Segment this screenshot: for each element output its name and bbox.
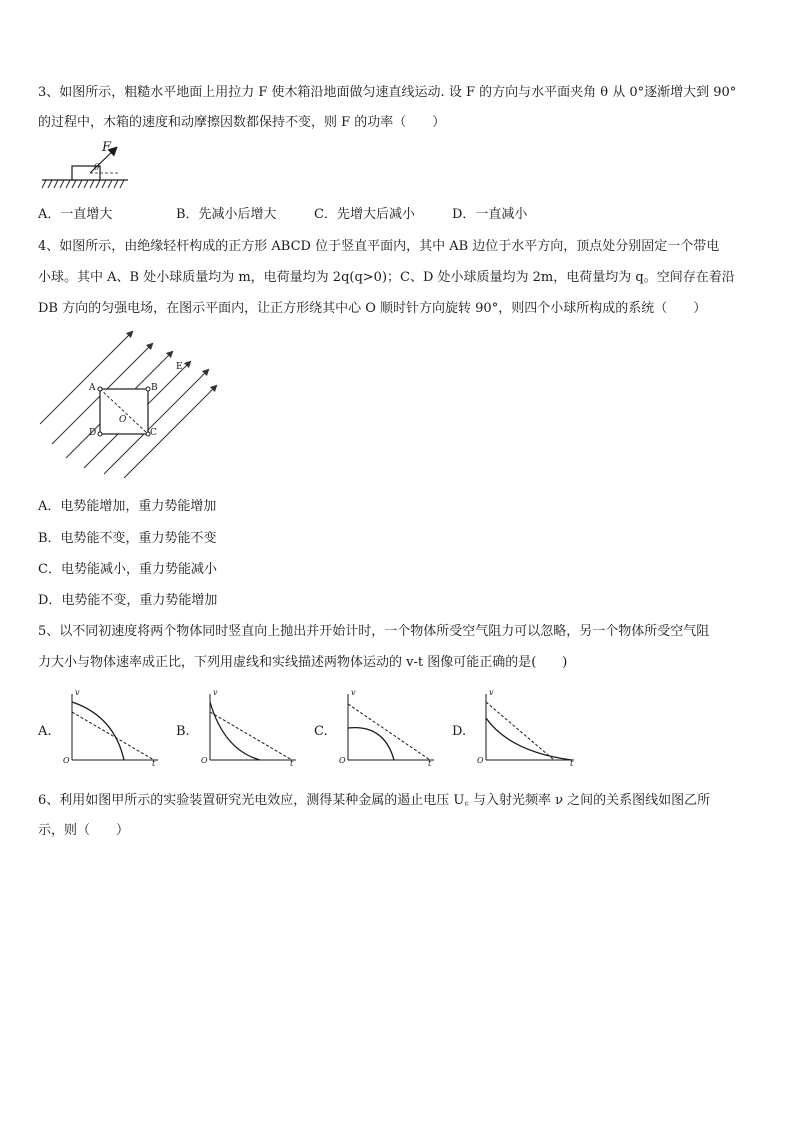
q5-graph-a bbox=[62, 688, 162, 770]
q4-label-c: C bbox=[150, 428, 157, 438]
q3-stem-line2: 的过程中，木箱的速度和动摩擦因数都保持不变，则 F 的功率（ ） bbox=[38, 115, 446, 130]
q5-c-t-label: t bbox=[428, 759, 432, 768]
q4-label-d: D bbox=[89, 428, 97, 438]
q5-stem-line2: 力大小与物体速率成正比，下列用虚线和实线描述两物体运动的 v-t 图像可能正确的是( ) bbox=[38, 655, 568, 670]
q5-option-a[interactable]: A. bbox=[38, 724, 52, 739]
q5-b-o-label: O bbox=[201, 756, 208, 765]
q3-option-d[interactable]: D．一直减小 bbox=[452, 207, 528, 222]
q4-option-c[interactable]: C．电势能减小，重力势能减小 bbox=[38, 562, 217, 577]
q4-label-b: B bbox=[151, 383, 158, 393]
q5-d-o-label: O bbox=[477, 756, 484, 765]
q3-option-a[interactable]: A．一直增大 bbox=[38, 207, 113, 222]
q3-option-b[interactable]: B．先减小后增大 bbox=[176, 207, 277, 222]
q4-stem-line1: 4、如图所示，由绝缘轻杆构成的正方形 ABCD 位于竖直平面内，其中 AB 边位于水平方向，顶点处分别固定一个带电 bbox=[38, 239, 720, 254]
q4-stem-line2: 小球。其中 A、B 处小球质量均为 m，电荷量均为 2q(q>0)；C、D 处小球质量均为 2m，电荷量均为 q。空间存在着沿 bbox=[38, 270, 735, 285]
q5-graph-d bbox=[476, 688, 580, 770]
q5-c-v-label: v bbox=[351, 688, 356, 697]
q5-c-o-label: O bbox=[339, 756, 346, 765]
q6-stem-line2: 示，则（ ） bbox=[38, 823, 130, 838]
q3-stem-line1: 3、如图所示，粗糙水平地面上用拉力 F 使木箱沿地面做匀速直线运动. 设 F 的方向与水平面夹角 θ 从 0°逐渐增大到 90° bbox=[38, 85, 737, 100]
q3-option-c[interactable]: C．先增大后减小 bbox=[314, 207, 415, 222]
q4-label-e: E bbox=[176, 362, 183, 372]
q5-graph-c bbox=[338, 688, 438, 770]
q4-label-o: O bbox=[119, 415, 127, 425]
q5-graph-b bbox=[200, 688, 300, 770]
q5-option-c[interactable]: C. bbox=[314, 724, 328, 739]
q5-a-v-label: v bbox=[75, 688, 80, 697]
q4-option-a[interactable]: A．电势能增加，重力势能增加 bbox=[38, 499, 217, 514]
q5-stem-line1: 5、以不同初速度将两个物体同时竖直向上抛出并开始计时，一个物体所受空气阻力可以忽略，另一个物体所受空气阻 bbox=[38, 624, 710, 639]
q5-b-t-label: t bbox=[290, 759, 294, 768]
q5-d-v-label: v bbox=[489, 688, 494, 697]
q4-option-b[interactable]: B．电势能不变，重力势能不变 bbox=[38, 531, 217, 546]
q4-label-a: A bbox=[89, 383, 96, 393]
q4-stem-line3: DB 方向的匀强电场，在图示平面内，让正方形绕其中心 O 顺时针方向旋转 90°，则四个小球所构成的系统（ ） bbox=[38, 301, 707, 316]
q5-a-o-label: O bbox=[63, 756, 70, 765]
q5-a-t-label: t bbox=[152, 759, 156, 768]
q5-option-d[interactable]: D. bbox=[452, 724, 467, 739]
q3-force-label: F bbox=[102, 140, 112, 155]
q4-figure-square-field bbox=[36, 330, 222, 482]
q6-stem-line1: 6、利用如图甲所示的实验装置研究光电效应，测得某种金属的遏止电压 U꜀ 与入射光频率 ν 之间的关系图线如图乙所 bbox=[38, 793, 711, 808]
q5-d-t-label: t bbox=[570, 759, 574, 768]
q3-angle-label: θ bbox=[94, 163, 100, 173]
q3-figure-box-force bbox=[40, 140, 132, 196]
q4-option-d[interactable]: D．电势能不变，重力势能增加 bbox=[38, 593, 218, 608]
q5-b-v-label: v bbox=[213, 688, 218, 697]
q5-option-b[interactable]: B. bbox=[176, 724, 190, 739]
